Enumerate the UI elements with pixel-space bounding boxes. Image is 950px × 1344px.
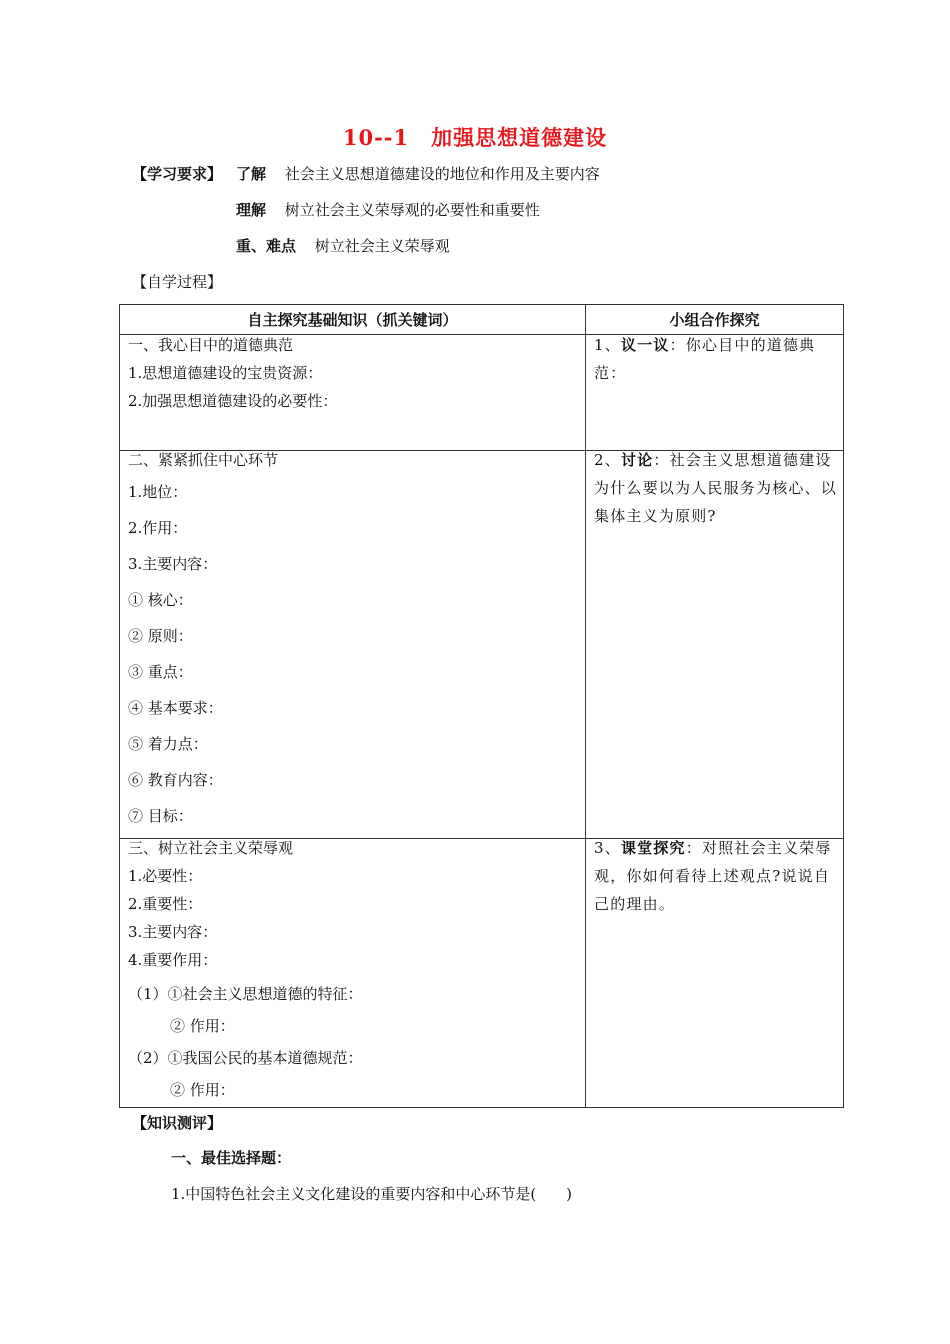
question-keyword: 讨论 — [620, 451, 654, 469]
section-heading: 一、我心目中的道德典范 — [128, 336, 294, 354]
self-study-tag: 【自学过程】 — [132, 273, 223, 291]
requirement-text: 树立社会主义荣辱观 — [314, 237, 450, 255]
section3-left — [128, 834, 363, 1106]
list-item: 2.重要性： — [128, 895, 203, 913]
section-one-heading: 一、最佳选择题： — [171, 1149, 292, 1167]
list-item: （2）①我国公民的基本道德规范： — [128, 1049, 363, 1067]
header-right: 小组合作探究 — [669, 311, 760, 329]
list-item: 2.加强思想道德建设的必要性： — [128, 392, 338, 410]
section2-left — [128, 446, 278, 834]
column-divider — [585, 305, 586, 1107]
question-keyword: 课堂探究 — [620, 839, 686, 857]
list-item: ⑥ 教育内容： — [128, 771, 223, 789]
question-number: 3、 — [594, 839, 621, 857]
requirement-label: 理解 — [236, 201, 267, 219]
requirement-row-1 — [236, 163, 600, 184]
requirement-label: 重、难点 — [236, 237, 297, 255]
list-item: 1.思想道德建设的宝贵资源： — [128, 364, 323, 382]
study-table — [119, 304, 844, 1108]
header-left: 自主探究基础知识（抓关键词） — [247, 311, 458, 329]
requirement-label: 了解 — [236, 165, 267, 183]
list-item: ④ 基本要求： — [128, 699, 223, 717]
question-keyword: 议一议 — [620, 336, 670, 354]
question-text: ：社会主义思想道德建设为什么要以为人民服务为核心、以集体主义为原则? — [594, 451, 838, 525]
list-item: （1）①社会主义思想道德的特征： — [128, 985, 363, 1003]
requirement-text: 树立社会主义荣辱观的必要性和重要性 — [284, 201, 540, 219]
question-text: ：对照社会主义荣辱观，你如何看待上述观点?说说自己的理由。 — [594, 839, 832, 913]
list-item: ① 核心： — [128, 591, 193, 609]
list-item: ⑦ 目标： — [128, 807, 193, 825]
requirement-row-2 — [236, 199, 540, 220]
requirement-row-3 — [236, 235, 450, 256]
list-item: 3.主要内容： — [128, 555, 218, 573]
list-item: ③ 重点： — [128, 663, 193, 681]
requirements-tag: 【学习要求】 — [132, 165, 223, 183]
list-item: ② 作用： — [170, 1081, 235, 1099]
list-item: 1.地位： — [128, 483, 188, 501]
section1-left — [128, 331, 337, 415]
list-item: ② 原则： — [128, 627, 193, 645]
list-item: 4.重要作用： — [128, 951, 218, 969]
question-3 — [594, 834, 844, 918]
list-item: 1.必要性： — [128, 867, 203, 885]
question-1-text: 1.中国特色社会主义文化建设的重要内容和中心环节是( ) — [171, 1185, 573, 1203]
list-item: 3.主要内容： — [128, 923, 218, 941]
list-item: ② 作用： — [170, 1017, 235, 1035]
list-item: ⑤ 着力点： — [128, 735, 208, 753]
list-item: 2.作用： — [128, 519, 188, 537]
assessment-tag: 【知识测评】 — [132, 1114, 223, 1132]
question-2 — [594, 446, 844, 530]
question-number: 2、 — [594, 451, 621, 469]
section-heading: 三、树立社会主义荣辱观 — [128, 839, 294, 857]
question-text: ：你心目中的道德典范： — [594, 336, 816, 382]
question-number: 1、 — [594, 336, 621, 354]
question-1 — [594, 331, 844, 387]
section-heading: 二、紧紧抓住中心环节 — [128, 451, 279, 469]
page-title: 10--1 加强思想道德建设 — [342, 125, 608, 150]
requirement-text: 社会主义思想道德建设的地位和作用及主要内容 — [284, 165, 600, 183]
